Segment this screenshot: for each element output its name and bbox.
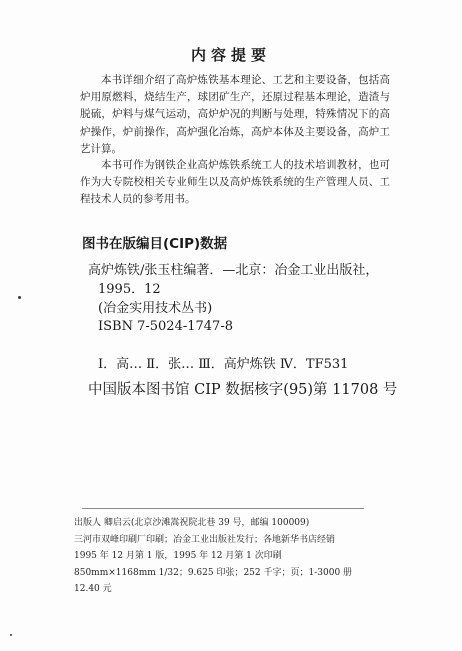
summary-paragraph-2-block <box>80 157 390 209</box>
imprint-printer-line: 三河市双峰印刷厂印刷；冶金工业出版社发行；各地新华书店经销 <box>74 534 336 545</box>
cip-classification-line: Ⅰ．高… Ⅱ．张… Ⅲ．高炉炼铁 Ⅳ．TF531 <box>98 357 349 373</box>
cip-date-line: 1995．12 <box>98 281 161 297</box>
imprint-price-line: 12.40 元 <box>74 584 112 594</box>
imprint-block <box>74 515 374 598</box>
summary-paragraph-1: 本书详细介绍了高炉炼铁基本理论、工艺和主要设备，包括高炉用原燃料，烧结生产，球团矿生产，还原过程基本理论，造渣与脱硫，炉料与煤气运动，高炉炉况的判断与处理，特殊情况下的高炉操作，炉前操作，高炉强化冶炼，高炉本体及主要设备，高炉工艺计算。 <box>80 74 390 155</box>
cip-title-line: 高炉炼铁/张玉柱编著．—北京：冶金工业出版社， <box>88 263 379 278</box>
cip-spacer <box>98 337 428 356</box>
scan-speck <box>18 296 21 299</box>
imprint-publisher-line: 出版人 卿启云(北京沙滩嵩祝院北巷 39 号，邮编 100009) <box>74 518 310 528</box>
cip-isbn-line: ISBN 7-5024-1747-8 <box>98 319 233 335</box>
scan-speck <box>10 634 12 636</box>
summary-title: 内容提要 <box>190 46 271 64</box>
summary-paragraph-2: 本书可作为钢铁企业高炉炼铁系统工人的技术培训教材，也可作为大专院校相关专业师生以及高炉炼铁系统的生产管理人员、工程技术人员的参考用书。 <box>80 159 390 206</box>
imprint-divider <box>82 508 364 509</box>
cip-header: 图书在版编目(CIP)数据 <box>82 236 228 252</box>
cip-data-number: 中国版本图书馆 CIP 数据核字(95)第 11708 号 <box>88 382 398 398</box>
cip-series-line: (冶金实用技术丛书) <box>98 300 213 316</box>
summary-paragraph-1-block <box>80 72 390 158</box>
imprint-format-line: 850mm×1168mm 1/32；9.625 印张；252 千字；页；1-3000 册 <box>74 567 353 578</box>
cip-record <box>88 262 428 375</box>
imprint-edition-line: 1995 年 12 月第 1 版，1995 年 12 月第 1 次印刷 <box>74 551 282 561</box>
